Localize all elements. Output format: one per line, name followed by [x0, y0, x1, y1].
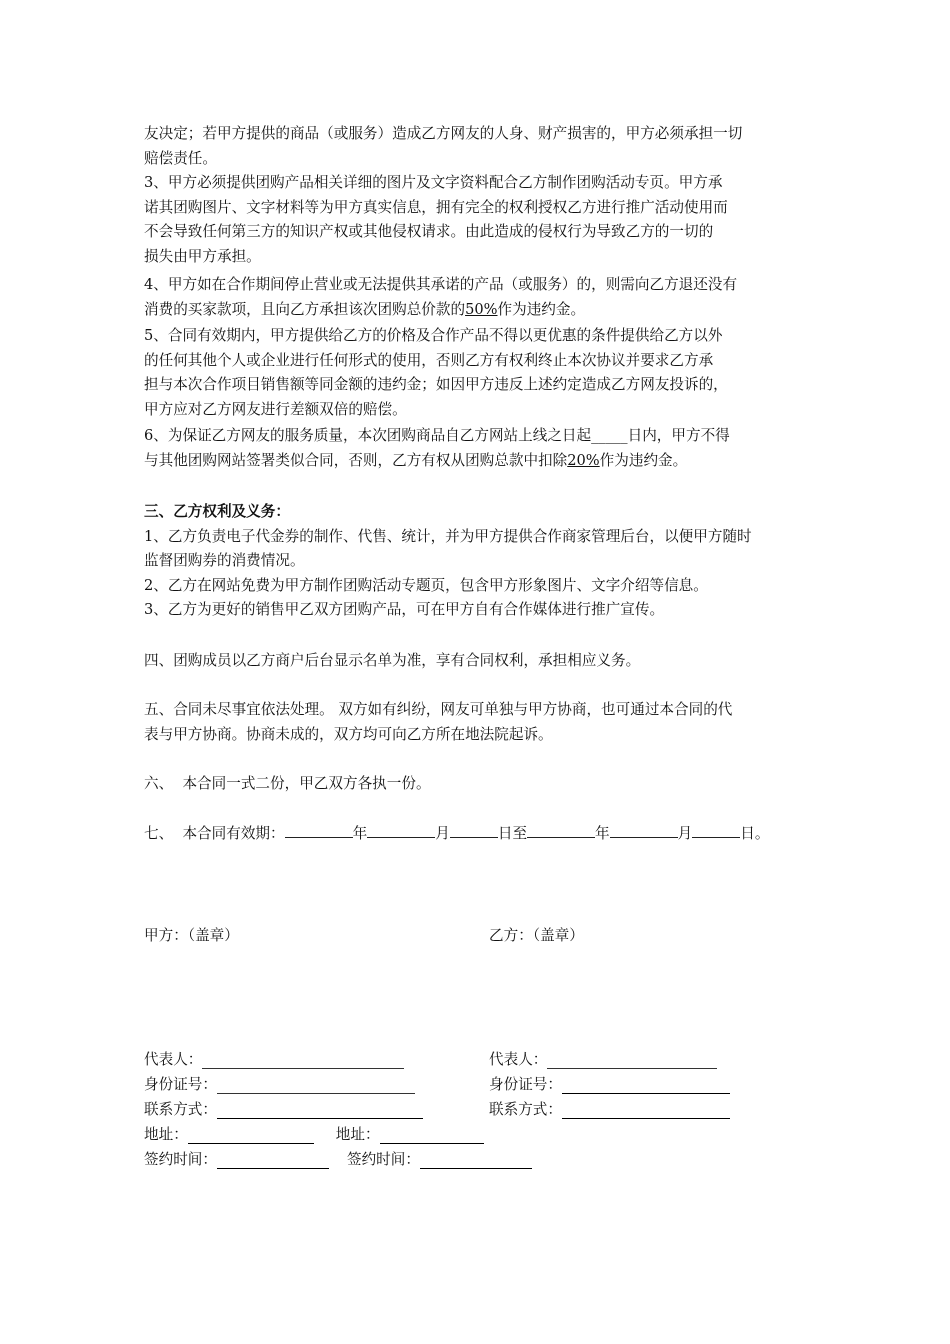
text-line: 担与本次合作项目销售额等同金额的违约金；如因甲方违反上述约定造成乙方网友投诉的， — [144, 376, 728, 393]
year-label: 年 — [595, 825, 610, 842]
text-line: 五、合同未尽事宜依法处理。 双方如有纠纷，网友可单独与甲方协商，也可通过本合同的代 — [144, 701, 733, 718]
contact-a-row — [144, 1098, 423, 1119]
representative-a-row — [144, 1048, 404, 1069]
validity-period — [144, 822, 810, 847]
id-number-b-field[interactable] — [562, 1079, 730, 1094]
text-segment: 作为违约金。 — [497, 300, 586, 318]
text-segment: 作为违约金。 — [599, 451, 688, 469]
text-line: 赔偿责任。 — [144, 149, 217, 167]
representative-b-row — [489, 1048, 717, 1069]
text-line: 2、乙方在网站免费为甲方制作团购活动专题页，包含甲方形象图片、文字介绍等信息。 — [144, 576, 708, 594]
section-three-heading: 三、乙方权利及义务： — [144, 503, 290, 520]
contact-b-row — [489, 1098, 730, 1119]
text-line: 友决定；若甲方提供的商品（或服务）造成乙方网友的人身、财产损害的，甲方必须承担一切 — [144, 125, 743, 142]
sign-time-b-label: 签约时间： — [346, 1151, 420, 1168]
text-line — [144, 424, 810, 449]
section-four — [144, 649, 810, 674]
text-line: 5、合同有效期内，甲方提供给乙方的价格及合作产品不得以更优惠的条件提供给乙方以外 — [144, 327, 723, 344]
contact-b-label: 联系方式： — [489, 1101, 562, 1118]
text-line: 3、甲方必须提供团购产品相关详细的图片及文字资料配合乙方制作团购活动专页。甲方承 — [144, 174, 723, 191]
text-segment: 与其他团购网站签署类似合同，否则，乙方有权从团购总款中扣除 — [144, 451, 568, 469]
id-number-a-field[interactable] — [217, 1079, 415, 1094]
text-line: 诺其团购图片、文字材料等为甲方真实信息，拥有完全的权利授权乙方进行推广活动使用而 — [144, 198, 728, 216]
id-number-b-label: 身份证号： — [489, 1076, 562, 1093]
text-line: 1、乙方负责电子代金券的制作、代售、统计，并为甲方提供合作商家管理后台，以便甲方随时 — [144, 527, 752, 545]
clause-item-3 — [144, 171, 810, 269]
sign-time-row — [144, 1148, 532, 1169]
id-number-a-label: 身份证号： — [144, 1076, 217, 1093]
year-label: 年 — [352, 825, 368, 842]
address-b-field[interactable] — [380, 1129, 484, 1144]
text-line: 4、甲方如在合作期间停止营业或无法提供其承诺的产品（或服务）的，则需向乙方退还没有 — [144, 276, 738, 293]
sign-time-b-field[interactable] — [420, 1154, 532, 1169]
text-segment: 日内，甲方不得 — [627, 427, 730, 444]
id-number-a-row — [144, 1073, 415, 1094]
text-line: 的任何其他个人或企业进行任何形式的使用，否则乙方有权利终止本次协议并要求乙方承 — [144, 351, 714, 369]
address-row — [144, 1123, 484, 1144]
representative-a-field[interactable] — [202, 1054, 404, 1069]
representative-b-field[interactable] — [547, 1054, 717, 1069]
contact-a-label: 联系方式： — [144, 1101, 217, 1118]
end-year-blank[interactable] — [527, 823, 595, 838]
representative-a-label: 代表人： — [144, 1051, 203, 1068]
text-segment: 6、为保证乙方网友的服务质量，本次团购商品自乙方网站上线之日起 — [144, 427, 592, 444]
text-line: 3、乙方为更好的销售甲乙双方团购产品，可在甲方自有合作媒体进行推广宣传。 — [144, 601, 665, 618]
start-year-blank[interactable] — [285, 823, 353, 838]
month-label: 月 — [677, 825, 693, 842]
clause-liability — [144, 122, 810, 171]
text-line: 四、团购成员以乙方商户后台显示名单为准，享有合同权利，承担相应义务。 — [144, 652, 641, 669]
start-day-blank[interactable] — [450, 823, 498, 838]
representative-b-label: 代表人： — [489, 1051, 548, 1068]
deduction-percent: 20% — [567, 451, 600, 469]
clause-item-6 — [144, 424, 810, 473]
month-label: 月 — [435, 825, 450, 842]
text-line — [144, 298, 810, 323]
id-number-b-row — [489, 1073, 730, 1094]
text-line: 损失由甲方承担。 — [144, 247, 261, 265]
section-six — [144, 772, 810, 797]
section-five — [144, 698, 810, 747]
text-segment: 消费的买家款项，且向乙方承担该次团购总价款的 — [144, 300, 466, 318]
day-label: 日。 — [740, 825, 770, 842]
contact-a-field[interactable] — [217, 1104, 423, 1119]
text-line: 不会导致任何第三方的知识产权或其他侵权请求。由此造成的侵权行为导致乙方的一切的 — [144, 223, 714, 240]
contact-b-field[interactable] — [562, 1104, 730, 1119]
text-line: 甲方应对乙方网友进行差额双倍的赔偿。 — [144, 400, 407, 418]
end-day-blank[interactable] — [692, 823, 740, 838]
days-blank: _____ — [591, 427, 628, 444]
party-a-seal: 甲方：（盖章） — [144, 927, 239, 944]
text-line: 监督团购券的消费情况。 — [144, 552, 305, 569]
address-a-field[interactable] — [188, 1129, 314, 1144]
end-month-blank[interactable] — [610, 823, 678, 838]
clause-item-5 — [144, 324, 810, 422]
penalty-percent: 50% — [465, 300, 498, 318]
clause-item-4 — [144, 273, 810, 322]
sign-time-a-field[interactable] — [217, 1154, 329, 1169]
sign-time-a-label: 签约时间： — [144, 1151, 217, 1168]
start-month-blank[interactable] — [367, 823, 435, 838]
section-three — [144, 500, 810, 623]
day-label: 日至 — [497, 825, 528, 842]
section-seven — [144, 822, 810, 847]
text-line — [144, 449, 810, 474]
validity-label: 七、 本合同有效期： — [144, 825, 285, 842]
text-line: 六、 本合同一式二份，甲乙双方各执一份。 — [144, 775, 431, 792]
text-line: 表与甲方协商。协商未成的，双方均可向乙方所在地法院起诉。 — [144, 725, 553, 743]
address-b-label: 地址： — [335, 1126, 380, 1143]
party-b-seal: 乙方：（盖章） — [489, 927, 584, 944]
address-a-label: 地址： — [144, 1126, 188, 1143]
